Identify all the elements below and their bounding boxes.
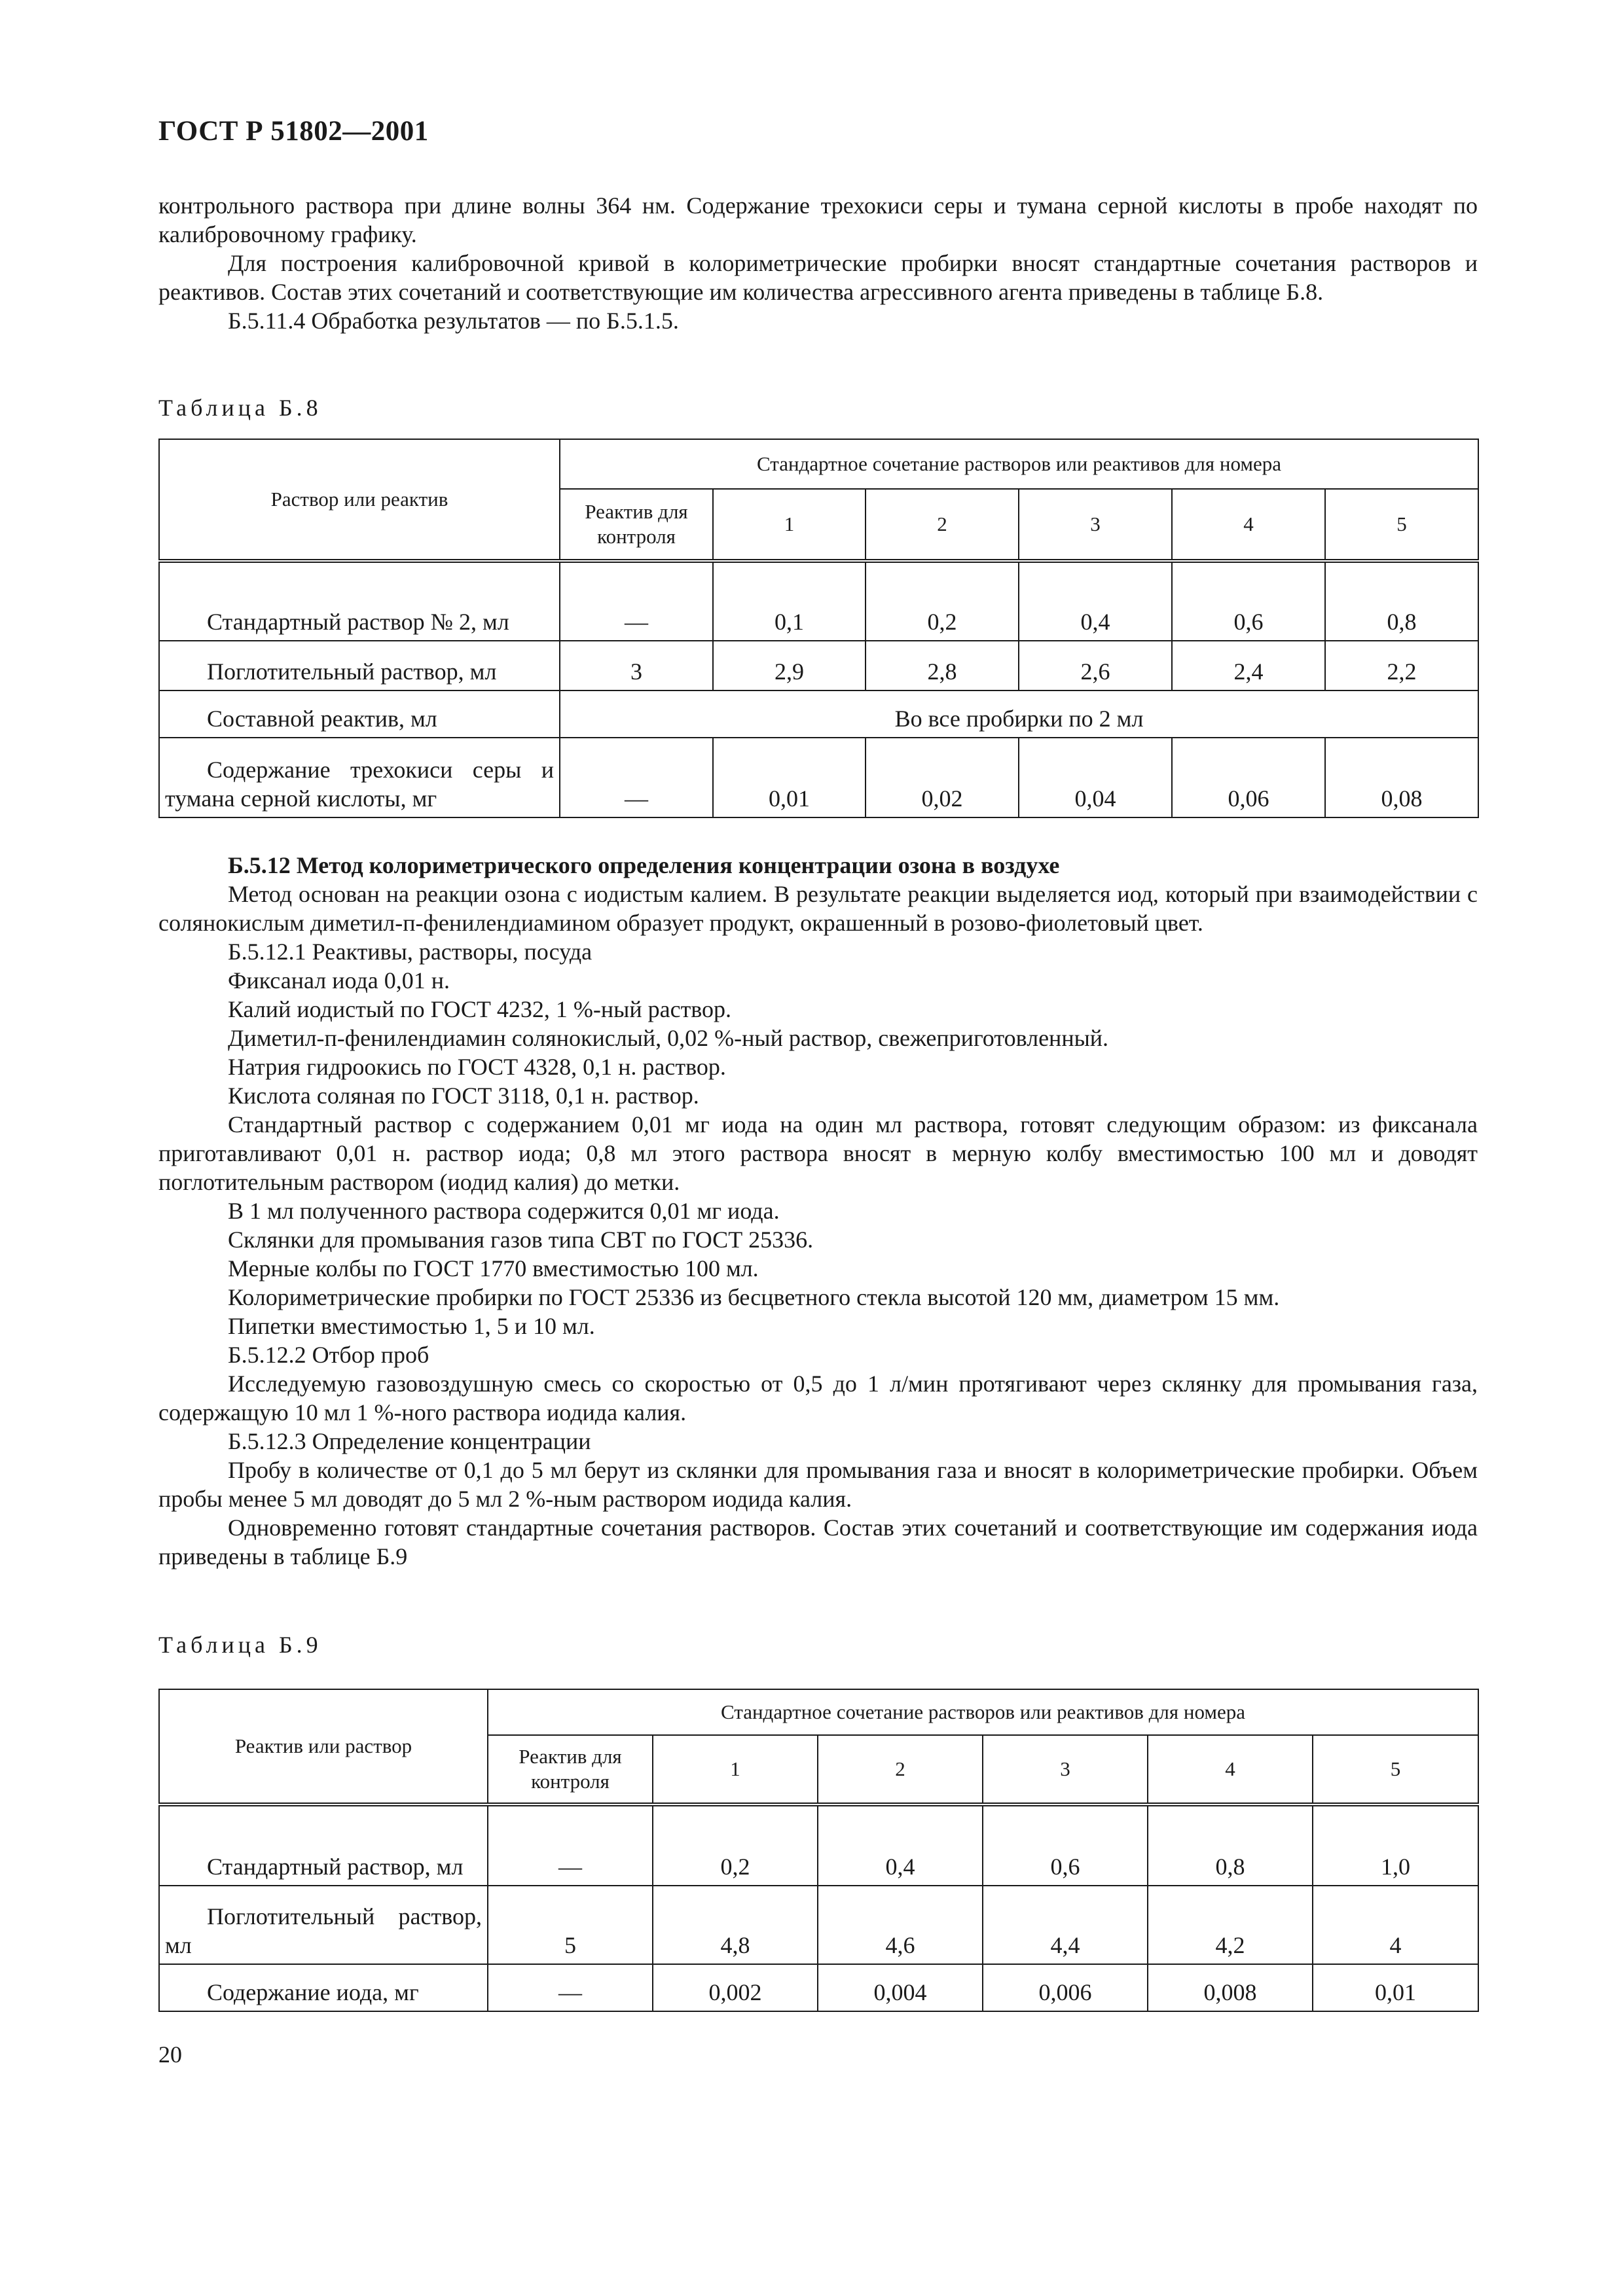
merged-cell: Во все пробирки по 2 мл bbox=[560, 691, 1478, 738]
paragraph: Колориметрические пробирки по ГОСТ 25336 из бесцветного стекла высотой 120 мм, диаметром 15 мм. bbox=[228, 1284, 1280, 1310]
table-cell: 1,0 bbox=[1313, 1804, 1478, 1886]
table-b8-sub-header: 2 bbox=[866, 489, 1019, 561]
row-label: Поглотительный раствор, мл bbox=[159, 641, 560, 691]
table-b9-sub-header: 4 bbox=[1148, 1735, 1313, 1804]
table-b8 bbox=[158, 439, 1479, 818]
paragraph: Одновременно готовят стандартные сочетания растворов. Состав этих сочетаний и соответствующие им содержания иода приведены в таблице Б.9 bbox=[158, 1515, 1478, 1570]
table-b9-group-header: Стандартное сочетание растворов или реактивов для номера bbox=[488, 1689, 1478, 1735]
table-cell: 4 bbox=[1313, 1886, 1478, 1964]
paragraph: Стандартный раствор с содержанием 0,01 мг иода на один мл раствора, готовят следующим образом: из фиксанала приготавливают 0,01 н. раствор иода; 0,8 мл этого раствора вносят в мерную колбу вместимостью 100 мл и доводят поглотительным раствором (иодид калия) до метки. bbox=[158, 1111, 1478, 1195]
table-b9-caption: Таблица Б.9 bbox=[158, 1632, 322, 1658]
paragraph: контрольного раствора при длине волны 364 нм. Содержание трехокиси серы и тумана серной кислоты в пробе находят по калибровочному графику. bbox=[158, 192, 1478, 247]
paragraph: Натрия гидроокись по ГОСТ 4328, 0,1 н. раствор. bbox=[228, 1054, 726, 1080]
table-cell: 2,9 bbox=[713, 641, 866, 691]
standard-header: ГОСТ Р 51802—2001 bbox=[158, 116, 429, 147]
table-b8-sub-header: 5 bbox=[1325, 489, 1478, 561]
paragraph: Пробу в количестве от 0,1 до 5 мл берут из склянки для промывания газа и вносят в колориметрические пробирки. Объем пробы менее 5 мл доводят до 5 мл 2 %-ным раствором иодида калия. bbox=[158, 1457, 1478, 1512]
table-b8-sub-header: 3 bbox=[1019, 489, 1172, 561]
table-b8-sub-header: 4 bbox=[1172, 489, 1325, 561]
table-b8-sub-header: 1 bbox=[713, 489, 866, 561]
paragraph: Мерные колбы по ГОСТ 1770 вместимостью 100 мл. bbox=[228, 1255, 759, 1282]
table-row bbox=[159, 738, 1478, 817]
paragraph: Б.5.12.2 Отбор проб bbox=[228, 1342, 429, 1368]
table-cell: 0,8 bbox=[1148, 1804, 1313, 1886]
table-cell: 0,06 bbox=[1172, 738, 1325, 817]
table-cell: 4,8 bbox=[653, 1886, 818, 1964]
intro-text bbox=[158, 191, 1478, 335]
paragraph: Метод основан на реакции озона с иодистым калием. В результате реакции выделяется иод, который при взаимодействии с солянокислым диметил-п-фенилендиамином образует продукт, окрашенный в розово-фиолетовый цвет. bbox=[158, 881, 1478, 936]
table-b8-col-header: Раствор или реактив bbox=[159, 439, 560, 561]
paragraph: В 1 мл полученного раствора содержится 0,01 мг иода. bbox=[228, 1198, 780, 1224]
table-b8-group-header: Стандартное сочетание растворов или реактивов для номера bbox=[560, 439, 1478, 489]
table-b9 bbox=[158, 1689, 1479, 2012]
row-label: Содержание иода, мг bbox=[159, 1964, 488, 2011]
table-cell: 0,6 bbox=[983, 1804, 1148, 1886]
table-cell: 2,6 bbox=[1019, 641, 1172, 691]
section-heading: Б.5.12 Метод колориметрического определения концентрации озона в воздухе bbox=[228, 852, 1060, 878]
table-cell: 0,08 bbox=[1325, 738, 1478, 817]
table-cell: 0,006 bbox=[983, 1964, 1148, 2011]
paragraph: Склянки для промывания газов типа СВТ по ГОСТ 25336. bbox=[228, 1227, 814, 1253]
table-cell: 0,4 bbox=[1019, 561, 1172, 641]
table-cell: 0,008 bbox=[1148, 1964, 1313, 2011]
table-row bbox=[159, 1886, 1478, 1964]
table-cell: 2,8 bbox=[866, 641, 1019, 691]
paragraph: Исследуемую газовоздушную смесь со скоростью от 0,5 до 1 л/мин протягивают через склянку для промывания газа, содержащую 10 мл 1 %-ного раствора иодида калия. bbox=[158, 1371, 1478, 1426]
row-label: Содержание трехокиси серы и тумана серной кислоты, мг bbox=[159, 738, 560, 817]
row-label: Стандартный раствор № 2, мл bbox=[159, 561, 560, 641]
table-cell: 0,002 bbox=[653, 1964, 818, 2011]
table-cell: 0,04 bbox=[1019, 738, 1172, 817]
table-cell: 4,2 bbox=[1148, 1886, 1313, 1964]
table-b9-sub-header: Реактив для контроля bbox=[488, 1735, 653, 1804]
table-cell: — bbox=[488, 1964, 653, 2011]
table-row bbox=[159, 561, 1478, 641]
table-cell: 0,8 bbox=[1325, 561, 1478, 641]
paragraph: Фиксанал иода 0,01 н. bbox=[228, 967, 450, 994]
row-label: Стандартный раствор, мл bbox=[159, 1804, 488, 1886]
paragraph: Б.5.12.1 Реактивы, растворы, посуда bbox=[228, 939, 593, 965]
table-cell: — bbox=[560, 561, 713, 641]
page-number: 20 bbox=[158, 2041, 182, 2068]
paragraph: Калий иодистый по ГОСТ 4232, 1 %-ный раствор. bbox=[228, 996, 732, 1022]
table-cell: 0,2 bbox=[653, 1804, 818, 1886]
paragraph: Диметил-п-фенилендиамин солянокислый, 0,02 %-ный раствор, свежеприготовленный. bbox=[228, 1025, 1109, 1051]
table-cell: 0,02 bbox=[866, 738, 1019, 817]
paragraph: Б.5.12.3 Определение концентрации bbox=[228, 1428, 591, 1454]
table-b8-caption: Таблица Б.8 bbox=[158, 395, 322, 421]
table-cell: 2,2 bbox=[1325, 641, 1478, 691]
table-b9-sub-header: 5 bbox=[1313, 1735, 1478, 1804]
table-row bbox=[159, 691, 1478, 738]
table-cell: 0,01 bbox=[1313, 1964, 1478, 2011]
table-cell: 0,01 bbox=[713, 738, 866, 817]
table-cell: 5 bbox=[488, 1886, 653, 1964]
table-cell: 3 bbox=[560, 641, 713, 691]
table-cell: 0,4 bbox=[818, 1804, 983, 1886]
paragraph: Кислота соляная по ГОСТ 3118, 0,1 н. раствор. bbox=[228, 1083, 699, 1109]
table-b9-sub-header: 1 bbox=[653, 1735, 818, 1804]
row-label: Составной реактив, мл bbox=[159, 691, 560, 738]
table-cell: 2,4 bbox=[1172, 641, 1325, 691]
table-cell: — bbox=[488, 1804, 653, 1886]
table-row bbox=[159, 641, 1478, 691]
table-cell: 0,6 bbox=[1172, 561, 1325, 641]
table-cell: 0,004 bbox=[818, 1964, 983, 2011]
section-b512 bbox=[158, 851, 1478, 1571]
paragraph: Пипетки вместимостью 1, 5 и 10 мл. bbox=[228, 1313, 595, 1339]
table-b9-col-header: Реактив или раствор bbox=[159, 1689, 488, 1804]
table-row bbox=[159, 1964, 1478, 2011]
table-b8-sub-header: Реактив для контроля bbox=[560, 489, 713, 561]
table-row bbox=[159, 1804, 1478, 1886]
table-cell: — bbox=[560, 738, 713, 817]
table-cell: 0,1 bbox=[713, 561, 866, 641]
table-b9-sub-header: 3 bbox=[983, 1735, 1148, 1804]
table-b9-sub-header: 2 bbox=[818, 1735, 983, 1804]
paragraph: Для построения калибровочной кривой в колориметрические пробирки вносят стандартные сочетания растворов и реактивов. Состав этих сочетаний и соответствующие им количества агрессивного агента приведены в таблице Б.8. bbox=[158, 250, 1478, 305]
table-cell: 4,4 bbox=[983, 1886, 1148, 1964]
row-label: Поглотительный раствор, мл bbox=[159, 1886, 488, 1964]
table-cell: 0,2 bbox=[866, 561, 1019, 641]
paragraph: Б.5.11.4 Обработка результатов — по Б.5.1.5. bbox=[228, 308, 679, 334]
table-cell: 4,6 bbox=[818, 1886, 983, 1964]
